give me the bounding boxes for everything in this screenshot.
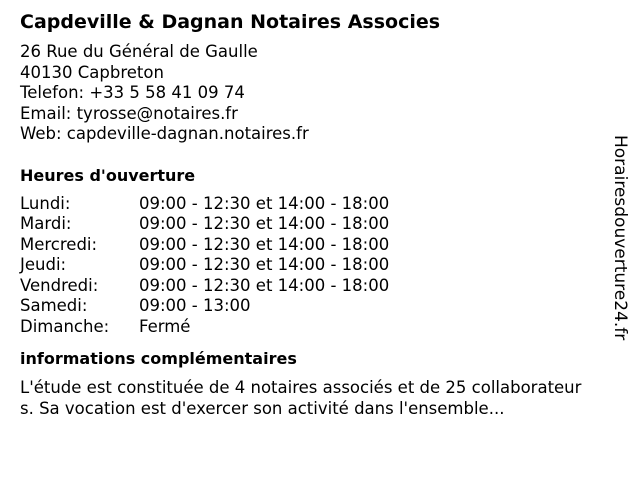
hours-time: 09:00 - 12:30 et 14:00 - 18:00 [139,234,390,254]
hours-row-wednesday [20,235,595,256]
info-title: informations complémentaires [20,349,297,368]
hours-time: Fermé [139,316,191,336]
hours-day: Mardi: [20,214,72,233]
info-description: L'étude est constituée de 4 notaires associés et de 25 collaborateurs. Sa vocation est d'exercer son activité dans l'ensemble... [20,378,582,418]
hours-day: Samedi: [20,296,88,315]
site-brand-vertical: Horairesdouverture24.fr [610,135,630,341]
hours-row-tuesday [20,214,595,235]
hours-day: Lundi: [20,193,71,213]
address-line-2: 40130 Capbreton [20,62,164,82]
hours-time: 09:00 - 12:30 et 14:00 - 18:00 [139,214,390,233]
web-line: Web: capdeville-dagnan.notaires.fr [20,124,309,143]
hours-day: Dimanche: [20,316,110,336]
hours-row-sunday [20,317,595,338]
hours-row-thursday [20,255,595,276]
hours-row-monday [20,194,595,215]
hours-row-friday [20,276,595,297]
business-name: Capdeville & Dagnan Notaires Associes [20,11,441,33]
hours-table [20,194,595,338]
hours-row-saturday [20,296,595,317]
hours-day: Mercredi: [20,234,98,254]
hours-time: 09:00 - 13:00 [139,296,251,315]
hours-time: 09:00 - 12:30 et 14:00 - 18:00 [139,193,390,213]
hours-day: Jeudi: [20,255,67,274]
hours-title: Heures d'ouverture [20,165,196,185]
hours-time: 09:00 - 12:30 et 14:00 - 18:00 [139,255,390,274]
hours-time: 09:00 - 12:30 et 14:00 - 18:00 [139,275,390,295]
email-line: Email: tyrosse@notaires.fr [20,103,238,123]
hours-day: Vendredi: [20,275,99,295]
business-card [20,10,595,419]
phone-line: Telefon: +33 5 58 41 09 74 [20,83,245,102]
address-line-1: 26 Rue du Général de Gaulle [20,42,258,61]
